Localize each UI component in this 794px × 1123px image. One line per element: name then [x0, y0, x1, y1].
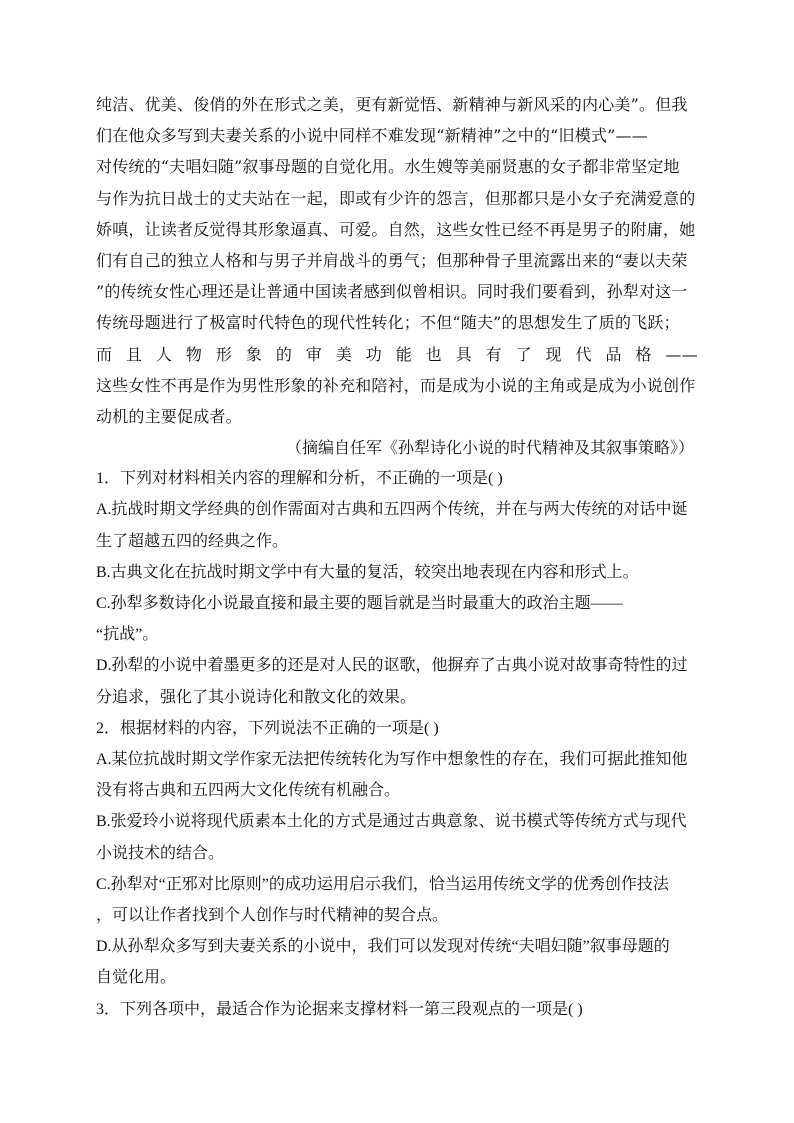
question-option: B.古典文化在抗战时期文学中有大量的复活，较突出地表现在内容和形式上。	[96, 563, 639, 581]
spread-char: 的	[275, 344, 293, 364]
spread-char: 象	[245, 344, 263, 364]
spread-char: 美	[335, 344, 352, 364]
spread-char: 代	[575, 344, 592, 364]
question-option: 没有将古典和五四两大文化传统有机融合。	[96, 782, 401, 800]
question-option: C.孙犁多数诗化小说最直接和最主要的题旨就是当时最重大的政治主题——	[96, 595, 623, 613]
spread-char: 审	[305, 344, 322, 364]
spread-char: 格	[635, 344, 652, 364]
passage-line: 纯洁、优美、俊俏的外在形式之美，更有新觉悟、新精神与新风采的内心美”。但我	[96, 95, 688, 114]
passage-line: ”的传统女性心理还是让普通中国读者感到似曾相识。同时我们要看到，孙犁对这一	[96, 282, 688, 302]
question-stem: 3．下列各项中，最适合作为论据来支撑材料一第三段观点的一项是( )	[96, 1000, 583, 1018]
passage-line: 与作为抗日战士的丈夫站在一起，即或有少许的怨言，但那都只是小女子充满爱意的	[96, 188, 696, 208]
question-option: 小说技术的结合。	[96, 844, 225, 862]
question-option: “抗战”。	[96, 626, 159, 644]
spread-char: 了	[515, 344, 532, 364]
question-option: 生了超越五四的经典之作。	[96, 532, 289, 550]
spread-char: 能	[395, 344, 412, 364]
question-stem: 2．根据材料的内容，下列说法不正确的一项是( )	[96, 719, 439, 737]
passage-line: 这些女性不再是作为男性形象的补充和陪衬，而是成为小说的主角或是成为小说创作	[96, 375, 696, 395]
passage-line-spread	[96, 339, 698, 370]
spread-char: 现	[545, 344, 562, 364]
spread-char: 具	[455, 344, 472, 364]
spread-char: 物	[185, 344, 203, 364]
spread-char: 而	[96, 344, 113, 364]
question-option: A.抗战时期文学经典的创作需面对古典和五四两个传统，并在与两大传统的对话中诞	[96, 501, 688, 519]
question-list	[96, 463, 698, 1025]
spread-char: 且	[125, 344, 143, 364]
question-option: 自觉化用。	[96, 969, 177, 987]
passage-line: 们有自己的独立人格和与男子并肩战斗的勇气；但那种骨子里流露出来的“妻以夫荣	[96, 251, 688, 271]
question-stem: 1．下列对材料相关内容的理解和分析，不正确的一项是( )	[96, 470, 503, 488]
spread-char: 人	[155, 344, 173, 364]
passage-line: 娇嗔，让读者反觉得其形象逼真、可爱。自然，这些女性已经不再是男子的附庸，她	[96, 219, 696, 239]
spread-char: ——	[665, 344, 698, 364]
question-option: D.孙犁的小说中着墨更多的还是对人民的讴歌，他摒弃了古典小说对故事奇特性的过	[96, 657, 688, 675]
question-option: C.孙犁对“正邪对比原则”的成功运用启示我们，恰当运用传统文学的优秀创作技法	[96, 875, 669, 893]
source-attribution: （摘编自任军《孙犁诗化小说的时代精神及其叙事策略》）	[285, 438, 694, 458]
spread-char: 品	[605, 344, 622, 364]
passage-line: 们在他众多写到夫妻关系的小说中同样不难发现“新精神”之中的“旧模式”——	[96, 126, 648, 146]
question-option: A.某位抗战时期文学作家无法把传统转化为写作中想象性的存在，我们可据此推知他	[96, 751, 688, 769]
spread-char: 有	[485, 344, 502, 364]
passage-line: 动机的主要促成者。	[96, 407, 242, 427]
spread-char: 也	[425, 344, 442, 364]
question-option: B.张爱玲小说将现代质素本土化的方式是通过古典意象、说书模式等传统方式与现代	[96, 813, 687, 831]
passage-line: 对传统的“夫唱妇随”叙事母题的自觉化用。水生嫂等美丽贤惠的女子都非常坚定地	[96, 157, 680, 177]
question-option: ，可以让作者找到个人创作与时代精神的契合点。	[96, 907, 449, 925]
document-content	[96, 89, 698, 1025]
spread-char: 形	[215, 344, 233, 364]
passage-line: 传统母题进行了极富时代特色的现代性转化；不但“随夫”的思想发生了质的飞跃；	[96, 313, 680, 333]
question-option: 分追求，强化了其小说诗化和散文化的效果。	[96, 688, 417, 706]
spread-char: 功	[365, 344, 382, 364]
passage-text	[96, 89, 698, 432]
question-option: D.从孙犁众多写到夫妻关系的小说中，我们可以发现对传统“夫唱妇随”叙事母题的	[96, 938, 670, 956]
